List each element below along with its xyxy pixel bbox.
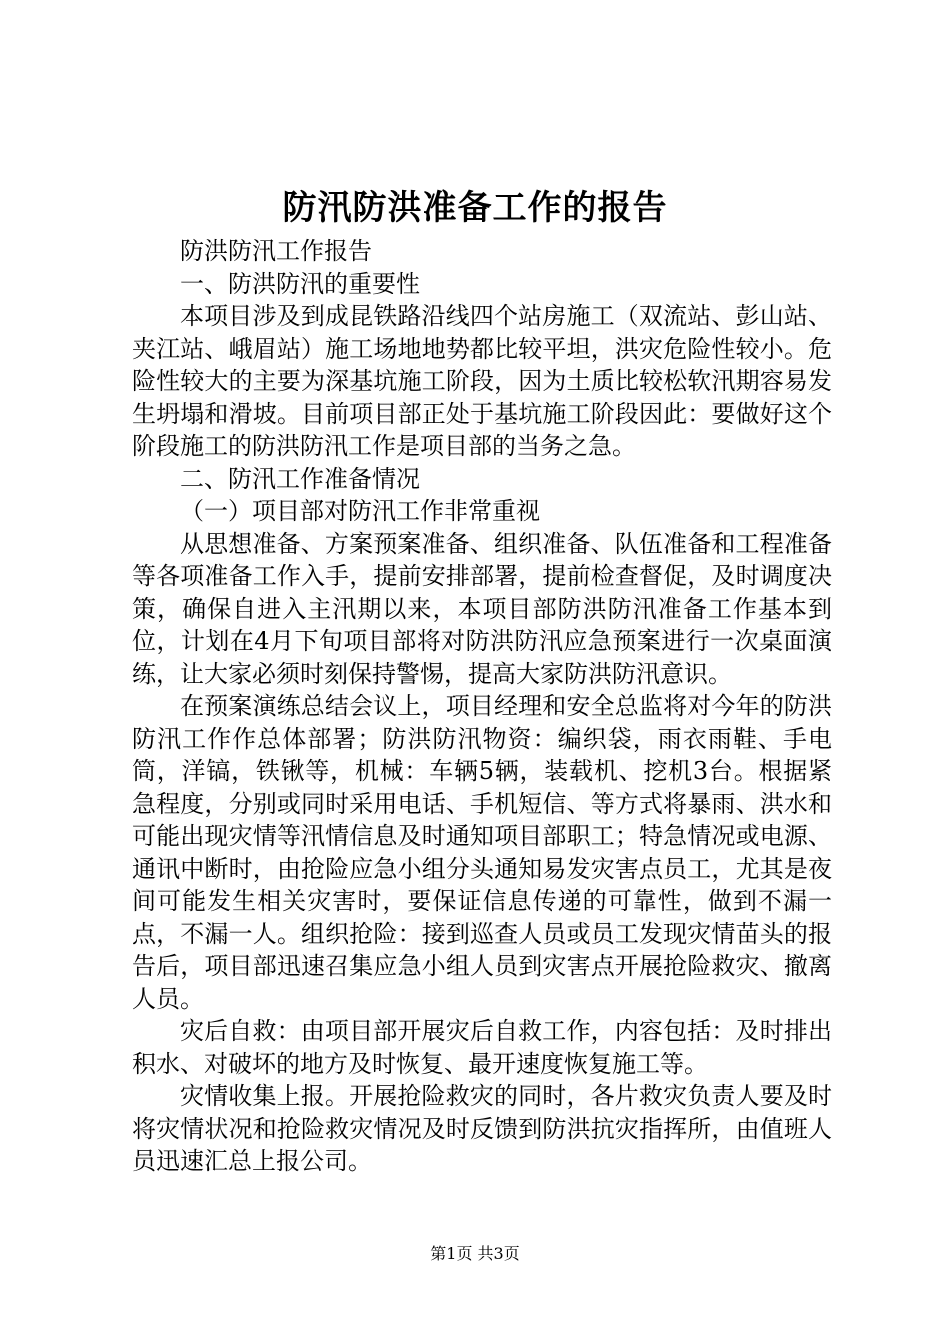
document-body bbox=[132, 235, 832, 1178]
section-heading-importance: 一、防洪防汛的重要性 bbox=[180, 269, 420, 298]
subsection-heading-attention: （一）项目部对防汛工作非常重视 bbox=[180, 497, 540, 525]
section-heading-preparation: 二、防汛工作准备情况 bbox=[180, 464, 420, 493]
paragraph-preparation: 从思想准备、方案预案准备、组织准备、队伍准备和工程准备等各项准备工作入手，提前安排部署，提前检查督促，及时调度决策，确保自进入主汛期以来，本项目部防洪防汛准备工作基本到位，计划在4月下旬项目部将对防洪防汛应急预案进行一次桌面演练，让大家必须时刻保持警惕，提高大家防洪防汛意识。 bbox=[132, 529, 832, 688]
document-title: 防汛防洪准备工作的报告 bbox=[282, 188, 668, 228]
paragraph-importance: 本项目涉及到成昆铁路沿线四个站房施工（双流站、彭山站、夹江站、峨眉站）施工场地地势都比较平坦，洪灾危险性较小。危险性较大的主要为深基坑施工阶段，因为土质比较松软汛期容易发生坍塌和滑坡。目前项目部正处于基坑施工阶段因此：要做好这个阶段施工的防洪防汛工作是项目部的当务之急。 bbox=[132, 302, 832, 460]
paragraph-deployment: 在预案演练总结会议上，项目经理和安全总监将对今年的防洪防汛工作作总体部署；防洪防汛物资：编织袋，雨衣雨鞋、手电筒，洋镐，铁锹等，机械：车辆5辆，装载机、挖机3台。根据紧急程度，分别或同时采用电话、手机短信、等方式将暴雨、洪水和可能出现灾情等汛情信息及时通知项目部职工；特急情况或电源、通讯中断时，由抢险应急小组分头通知易发灾害点员工，尤其是夜间可能发生相关灾害时，要保证信息传递的可靠性，做到不漏一点，不漏一人。组织抢险：接到巡查人员或员工发现灾情苗头的报告后，项目部迅速召集应急小组人员到灾害点开展抢险救灾、撤离人员。 bbox=[132, 692, 832, 1013]
paragraph-self-rescue: 灾后自救：由项目部开展灾后自救工作，内容包括：及时排出积水、对破坏的地方及时恢复、最开速度恢复施工等。 bbox=[132, 1017, 832, 1078]
paragraph-reporting: 灾情收集上报。开展抢险救灾的同时，各片救灾负责人要及时将灾情状况和抢险救灾情况及时反馈到防洪抗灾指挥所，由值班人员迅速汇总上报公司。 bbox=[132, 1082, 832, 1175]
paragraph-report-heading: 防洪防汛工作报告 bbox=[180, 237, 372, 265]
page-number: 第1页 共3页 bbox=[430, 1244, 520, 1263]
